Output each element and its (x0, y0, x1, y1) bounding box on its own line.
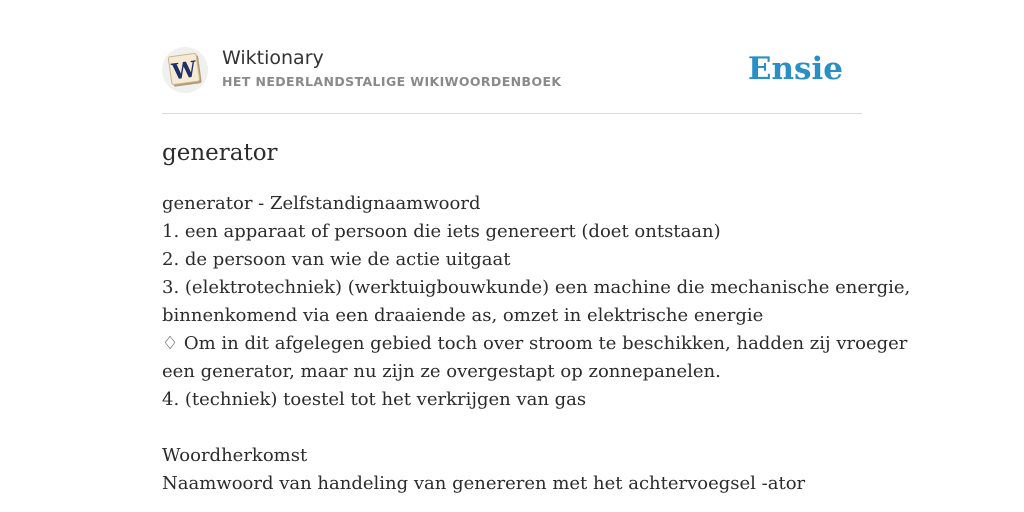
definition-line: binnenkomend via een draaiende as, omzet in elektrische energie (162, 305, 764, 326)
site-name[interactable]: Wiktionary (222, 47, 324, 69)
content-card (162, 0, 911, 494)
page-title: generator (162, 140, 278, 166)
svg-text:W: W (170, 56, 199, 86)
definition-line: ♢ Om in dit afgelegen gebied toch over stroom te beschikken, hadden zij vroeger (162, 333, 908, 354)
definition-line: 1. een apparaat of persoon die iets genereert (doet ontstaan) (162, 221, 721, 242)
definition-line: een generator, maar nu zijn ze overgestapt op zonnepanelen. (162, 361, 721, 382)
wiktionary-tile-icon (162, 47, 208, 93)
wiktionary-logo-icon[interactable] (162, 47, 208, 93)
site-subtitle: HET NEDERLANDSTALIGE WIKIWOORDENBOEK (222, 74, 562, 89)
spacer (162, 414, 862, 442)
site-header (162, 0, 862, 114)
etymology-heading: Woordherkomst (162, 445, 308, 466)
definition-body (162, 190, 911, 498)
etymology-text: Naamwoord van handeling van genereren met het achtervoegsel -ator (162, 473, 806, 494)
definition-line: 3. (elektrotechniek) (werktuigbouwkunde) een machine die mechanische energie, (162, 277, 911, 298)
definition-line: generator - Zelfstandignaamwoord (162, 193, 481, 214)
definition-line: 4. (techniek) toestel tot het verkrijgen van gas (162, 389, 587, 410)
ensie-logo[interactable]: Ensie (747, 51, 843, 87)
definition-line: 2. de persoon van wie de actie uitgaat (162, 249, 511, 270)
